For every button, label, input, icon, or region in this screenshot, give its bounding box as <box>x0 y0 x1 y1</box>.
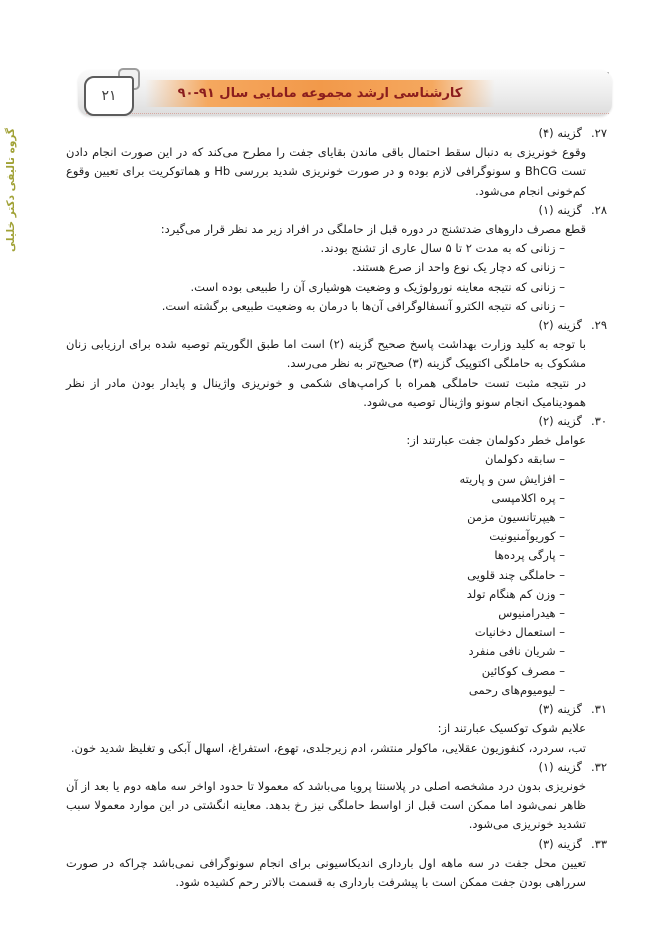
chapter-title-band <box>145 80 495 107</box>
header-dotted-rule-bottom <box>86 113 609 114</box>
answer-head <box>66 316 607 335</box>
chapter-title: کارشناسی ارشد مجموعه مامایی سال ۹۱-۹۰ <box>177 86 463 101</box>
question-number: ۳۳. <box>590 836 607 851</box>
list-item: – پره اکلامپسی <box>491 490 565 505</box>
answer-option: گزینه (۴) <box>538 126 582 140</box>
explanation-paragraph: عوامل خطر دکولمان جفت عبارتند از: <box>406 433 586 448</box>
list-item: – شریان نافی منفرد <box>468 644 565 659</box>
list-item: – هیدرامنیوس <box>498 606 565 621</box>
list-item: – وزن کم هنگام تولد <box>466 586 565 601</box>
answer-head <box>66 412 607 431</box>
answer-head <box>66 835 607 854</box>
page-number: ۲۱ <box>101 88 117 104</box>
answer-option: گزینه (۳) <box>538 702 582 717</box>
answer-item-27 <box>66 124 607 201</box>
list-item: – هیپرتانسیون مزمن <box>467 510 565 525</box>
publisher-spine-label: گروه تالیفی دکتر خلیلی <box>5 128 17 252</box>
answer-option: گزینه (۲) <box>538 414 582 429</box>
list-item: – زنانی که نتیجه الکترو آنسفالوگرافی آن‌ها با درمان به وضعیت طبیعی برگشته است. <box>161 298 565 313</box>
list-item: – زنانی که نتیجه معاینه نورولوژیک و وضعیت هوشیاری آن را طبیعی بوده است. <box>190 279 565 294</box>
question-number: ۳۰. <box>590 414 607 429</box>
list-item: – زنانی که دچار یک نوع واحد از صرع هستند. <box>352 260 565 275</box>
answer-head <box>66 700 607 719</box>
list-item: – استعمال دخانیات <box>474 625 565 640</box>
answer-option: گزینه (۲) <box>538 318 582 333</box>
page-number-box <box>84 76 134 116</box>
list-item: – لیومیوم‌های رحمی <box>468 682 565 697</box>
list-item: – زنانی که به مدت ۲ تا ۵ سال عاری از تشنج بودند. <box>320 241 565 256</box>
answer-option: گزینه (۱) <box>538 202 582 217</box>
explanation-paragraph: وقوع خونریزی به دنبال سقط احتمال باقی ماندن بقایای جفت را مطرح می‌کند که در این صورت انجام دادن تست BhCG و سونوگرافی لازم بوده و در صورت خونریزی شدید بررسی Hb و هماتوکریت برای تعیین وقوع کم‌خونی انجام می‌شود. <box>66 145 586 198</box>
list-item: – پارگی پرده‌ها <box>494 548 565 563</box>
question-number: ۳۲. <box>590 759 607 774</box>
explanation-paragraph: علایم شوک توکسیک عبارتند از: <box>437 721 586 736</box>
answers-content <box>66 124 607 892</box>
explanation-paragraph: با توجه به کلید وزارت بهداشت پاسخ صحیح گزینه (۲) است اما طبق الگوریتم توصیه شده برای ارزیابی زنان مشکوک به حاملگی اکتوپیک گزینه (۳) صحیح‌تر به نظر می‌رسد. <box>66 337 586 371</box>
answer-item-30 <box>66 412 607 700</box>
explanation-paragraph: خونریزی بدون درد مشخصه اصلی در پلاسنتا پرویا می‌باشد که معمولا تا حدود اواخر سه ماهه دوم یا بعد از آن ظاهر نمی‌شود اما ممکن است قبل از اواسط حاملگی نیز رخ بدهد. معاینه انگشتی در این موارد معمولا سبب تشدید خونریزی می‌شود. <box>66 778 586 832</box>
explanation-paragraph: در نتیجه مثبت تست حاملگی همراه با کرامپ‌های شکمی و خونریزی واژینال و پایدار بودن مادر از نظر همودینامیک انجام سونو واژینال توصیه می‌شود. <box>66 375 586 409</box>
question-number: ۲۸. <box>590 202 607 217</box>
explanation-paragraph: تعیین محل جفت در سه ماهه اول بارداری اندیکاسیونی برای انجام سونوگرافی نمی‌باشد چراکه در صورت سرراهی بودن جفت ممکن است با پیشرفت بارداری به قسمت بالاتر رحم کشیده شود. <box>66 855 586 889</box>
question-number: ۳۱. <box>590 702 607 717</box>
answer-head <box>66 201 607 220</box>
answer-item-31 <box>66 700 607 758</box>
answer-item-28 <box>66 201 607 316</box>
explanation-paragraph: قطع مصرف داروهای ضدتشنج در دوره قبل از حاملگی در افراد زیر مد نظر قرار می‌گیرد: <box>160 222 586 237</box>
answer-head <box>66 124 607 143</box>
explanation-paragraph: تب، سردرد، کنفوزیون عقلایی، ماکولر منتشر، ادم زیرجلدی، تهوع، استفراغ، اسهال آبکی و تغلیظ شدید خون. <box>70 740 586 755</box>
answer-option: گزینه (۱) <box>538 759 582 774</box>
question-number: ۲۷. <box>590 126 607 140</box>
list-item: – افزایش سن و پاریته <box>459 471 565 486</box>
list-item: – کوریوآمنیونیت <box>489 529 565 544</box>
answer-item-33 <box>66 835 607 893</box>
question-number: ۲۹. <box>590 318 607 333</box>
answer-option: گزینه (۳) <box>538 836 582 851</box>
list-item: – سابقه دکولمان <box>484 452 565 467</box>
list-item: – مصرف کوکائین <box>481 663 565 678</box>
answer-item-32 <box>66 758 607 835</box>
answer-item-29 <box>66 316 607 412</box>
answer-head <box>66 758 607 777</box>
list-item: – حاملگی چند قلویی <box>467 567 565 582</box>
